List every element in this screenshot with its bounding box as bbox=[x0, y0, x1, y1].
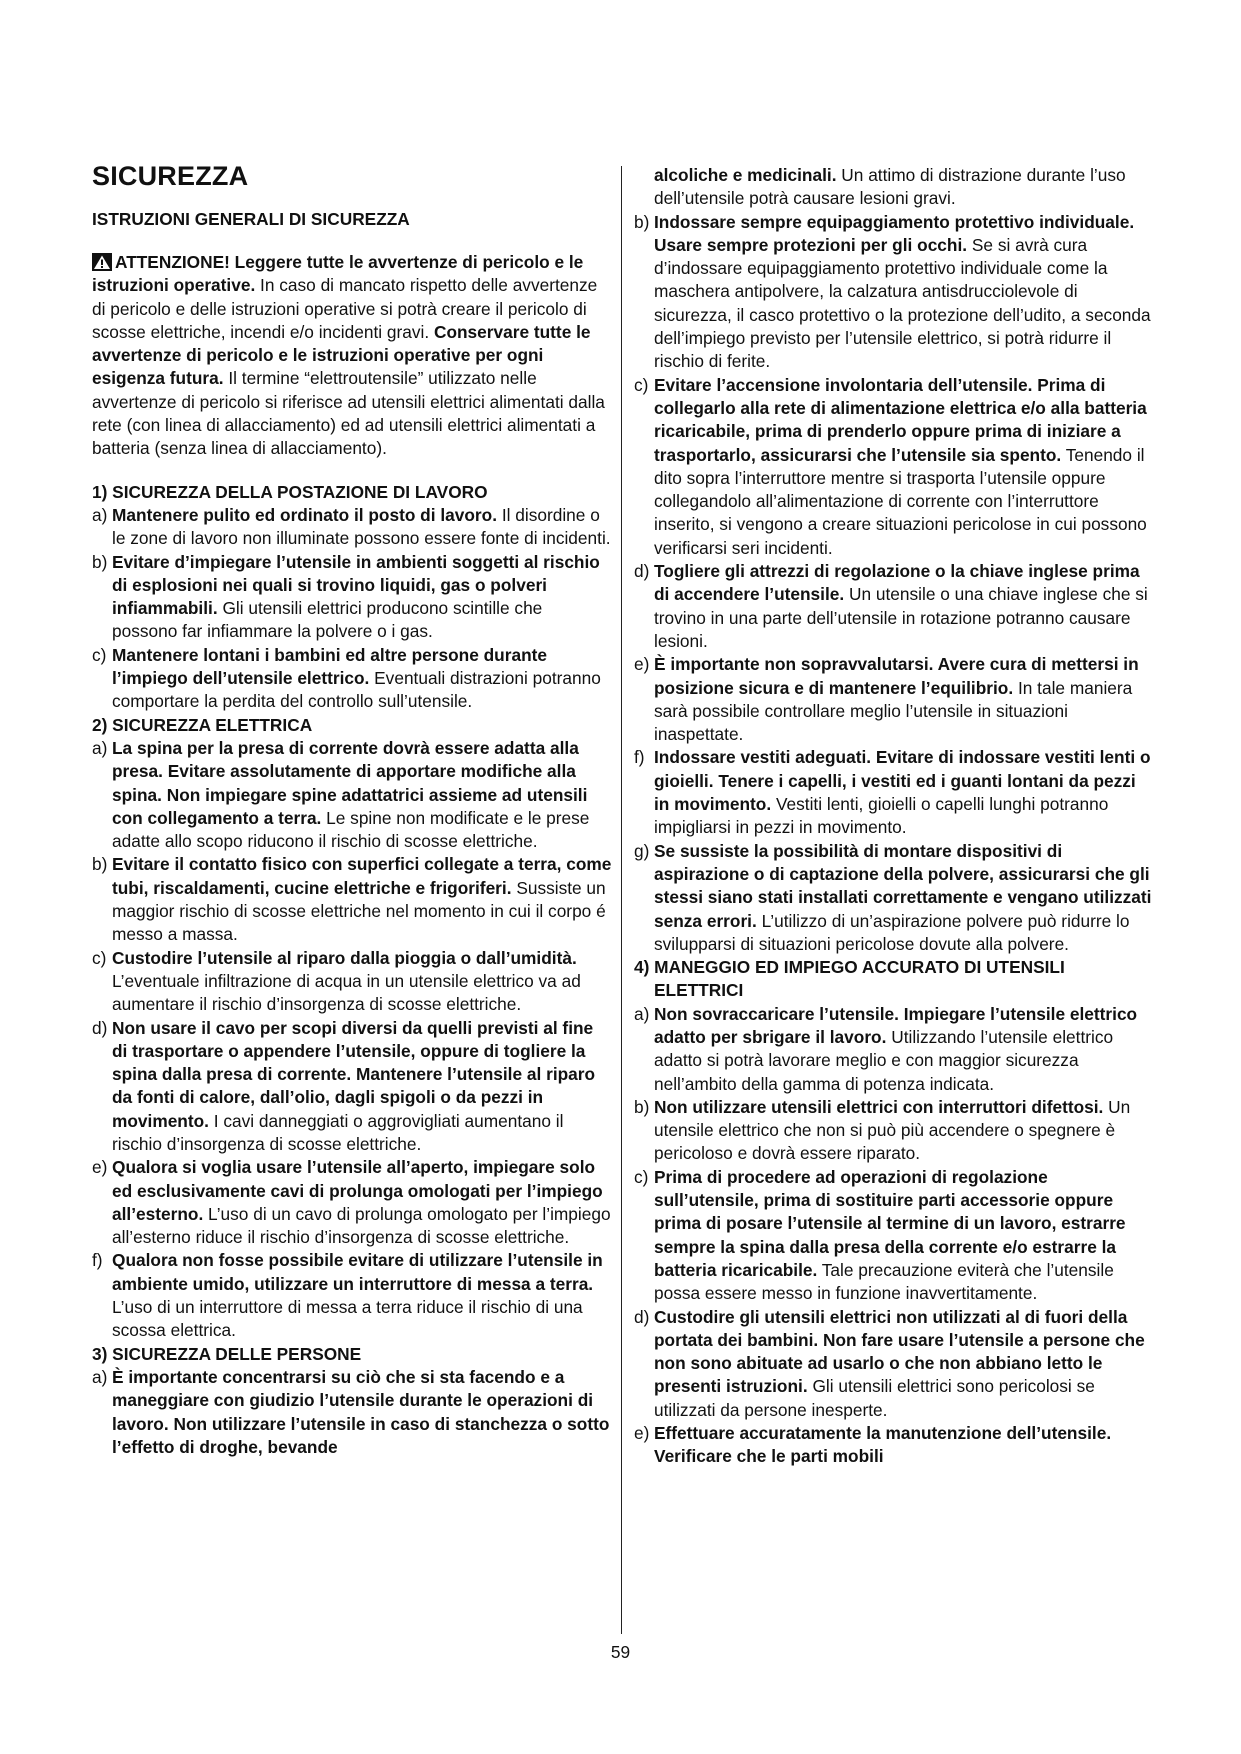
warning-triangle-icon bbox=[92, 253, 112, 271]
item-marker: a) bbox=[92, 504, 108, 525]
item-bold: Mantenere pulito ed ordinato il posto di lavoro. bbox=[112, 504, 498, 525]
item-marker: d) bbox=[92, 1017, 108, 1038]
item-marker: c) bbox=[92, 947, 107, 968]
item-marker: a) bbox=[92, 1366, 108, 1387]
right-column bbox=[634, 164, 1154, 1469]
list-item bbox=[92, 1249, 612, 1342]
item-bold: Non sovraccaricare l’utensile. Impiegare l’utensile elettrico adatto per sbrigare il lavoro. bbox=[654, 1003, 1138, 1047]
item-bold: Custodire gli utensili elettrici non utilizzati al di fuori della portata dei bambini. Non fare usare l’utensile a persone che non sono abituate ad usarlo o che non abbiano letto le presenti istruzioni. bbox=[654, 1306, 1145, 1397]
list-item bbox=[634, 1422, 1154, 1469]
item-bold: La spina per la presa di corrente dovrà essere adatta alla presa. Evitare assolutamente di apportare modifiche alla spina. Non impiegare spine adattatrici assieme ad utensili con collegamento a terra. bbox=[112, 737, 588, 828]
item-marker: b) bbox=[92, 854, 108, 875]
list-item bbox=[634, 1166, 1154, 1306]
item-bold: Evitare il contatto fisico con superfici collegate a terra, come tubi, riscaldamenti, cucine elettriche e frigoriferi. bbox=[112, 854, 612, 898]
item-bold: Non utilizzare utensili elettrici con interruttori difettosi. bbox=[654, 1096, 1104, 1117]
item-marker: b) bbox=[634, 211, 650, 232]
item-marker: d) bbox=[634, 561, 650, 582]
column-divider bbox=[621, 166, 622, 1634]
list-item bbox=[92, 853, 612, 946]
item-marker: f) bbox=[634, 747, 645, 768]
list-item bbox=[92, 551, 612, 644]
item-bold: Togliere gli attrezzi di regolazione o la chiave inglese prima di accendere l’utensile. bbox=[654, 561, 1140, 605]
item-marker: b) bbox=[634, 1096, 650, 1117]
list-item bbox=[92, 1017, 612, 1157]
item-text: L’eventuale infiltrazione di acqua in un utensile elettrico va ad aumentare il rischio d’insorgenza di scosse elettriche. bbox=[112, 970, 581, 1015]
subsection-heading-1: 1) SICUREZZA DELLA POSTAZIONE DI LAVORO bbox=[92, 481, 488, 502]
item-marker: b) bbox=[92, 551, 108, 572]
subsection-heading-text: 4) MANEGGIO ED IMPIEGO ACCURATO DI UTENSILI ELETTRICI bbox=[634, 957, 1065, 1001]
list-item bbox=[92, 1156, 612, 1249]
item-bold: Indossare sempre equipaggiamento protettivo individuale. Usare sempre protezioni per gli occhi. bbox=[654, 211, 1135, 255]
item-text: Un utensile o una chiave inglese che si trovino in una parte dell’utensile in rotazione potranno causare lesioni. bbox=[654, 584, 1148, 651]
item-bold: È importante non sopravvalutarsi. Avere cura di mettersi in posizione sicura e di mantenere l’equilibrio. bbox=[654, 654, 1139, 698]
item-marker: e) bbox=[92, 1157, 108, 1178]
item-marker: g) bbox=[634, 840, 650, 861]
page-title: SICUREZZA bbox=[92, 161, 249, 191]
item-text: L’uso di un cavo di prolunga omologato per l’impiego all’esterno riduce il rischio d’insorgenza di scosse elettriche. bbox=[112, 1203, 611, 1248]
list-item bbox=[634, 1096, 1154, 1166]
item-text: Un utensile elettrico che non si può più accendere o spegnere è pericoloso e dovrà essere riparato. bbox=[654, 1096, 1131, 1164]
left-column bbox=[92, 160, 612, 1459]
list-item bbox=[634, 560, 1154, 653]
item-marker: e) bbox=[634, 1423, 650, 1444]
item-text: Eventuali distrazioni potranno comportare la perdita del controllo sull’utensile. bbox=[112, 668, 601, 712]
item-bold: È importante concentrarsi su ciò che si sta facendo e a maneggiare con giudizio l’utensile durante le operazioni di lavoro. Non utilizzare l’utensile in caso di stanchezza o sotto l’effetto di droghe, bevande bbox=[112, 1366, 610, 1457]
item-bold: Custodire l’utensile al riparo dalla pioggia o dall’umidità. bbox=[112, 947, 577, 968]
item-text: Un attimo di distrazione durante l’uso dell’utensile potrà causare lesioni gravi. bbox=[654, 165, 1126, 209]
list-item bbox=[634, 746, 1154, 839]
item-bold: Qualora non fosse possibile evitare di utilizzare l’utensile in ambiente umido, utilizzare un interruttore di messa a terra. bbox=[112, 1250, 603, 1294]
item-text: Sussiste un maggior rischio di scosse elettriche nel momento in cui il corpo é messo a massa. bbox=[112, 877, 606, 945]
item-marker: a) bbox=[92, 737, 108, 758]
item-text: Tale precauzione eviterà che l’utensile possa essere messo in funzione inavvertitamente. bbox=[654, 1259, 1114, 1304]
item-text: Le spine non modificate e le prese adatte allo scopo riducono il rischio di scosse elettriche. bbox=[112, 807, 590, 852]
item-bold: alcoliche e medicinali. bbox=[654, 165, 837, 185]
item-bold: Se sussiste la possibilità di montare dispositivi di aspirazione o di captazione della polvere, assicurarsi che gli stessi siano stati installati correttamente e vengano utilizzati senza errori. bbox=[654, 840, 1152, 931]
item-marker: c) bbox=[92, 644, 107, 665]
item-text: Utilizzando l’utensile elettrico adatto si potrà lavorare meglio e con maggior sicurezza nell’ambito della gamma di potenza indicata. bbox=[654, 1026, 1114, 1094]
warning-bold-2: Conservare tutte le avvertenze di pericolo e le istruzioni operative per ogni esigenza futura. bbox=[92, 321, 591, 389]
list-item bbox=[92, 737, 612, 853]
item-text: Vestiti lenti, gioielli o capelli lunghi potranno impigliarsi in pezzi in movimento. bbox=[654, 794, 1109, 838]
continued-item bbox=[654, 164, 1154, 211]
item-marker: e) bbox=[634, 654, 650, 675]
item-marker: c) bbox=[634, 374, 649, 395]
warning-text-1: In caso di mancato rispetto delle avvertenze di pericolo e delle istruzioni operative si potrà creare il pericolo di scosse elettriche, incendi e/o incidenti gravi. bbox=[92, 275, 598, 342]
list-item bbox=[634, 653, 1154, 746]
item-bold: Evitare d’impiegare l’utensile in ambienti soggetti al rischio di esplosioni nei quali si trovino liquidi, gas o polveri infiammabili. bbox=[112, 551, 600, 619]
list-item bbox=[92, 1366, 612, 1459]
list-item bbox=[92, 947, 612, 1017]
list-item bbox=[634, 1306, 1154, 1422]
item-text: L’utilizzo di un’aspirazione polvere può ridurre lo svilupparsi di situazioni pericolose dovute alla polvere. bbox=[654, 910, 1130, 954]
item-text: Gli utensili elettrici sono pericolosi se utilizzati da persone inesperte. bbox=[654, 1376, 1095, 1420]
general-warning bbox=[92, 251, 612, 461]
list-item bbox=[634, 211, 1154, 374]
item-bold: Mantenere lontani i bambini ed altre persone durante l’impiego dell’utensile elettrico. bbox=[112, 644, 547, 689]
item-marker: c) bbox=[634, 1166, 649, 1187]
item-text: I cavi danneggiati o aggrovigliati aumentano il rischio d’insorgenza di scosse elettriche. bbox=[112, 1110, 564, 1154]
item-bold: Qualora si voglia usare l’utensile all’aperto, impiegare solo ed esclusivamente cavi di prolunga omologati per l’impiego all’esterno. bbox=[112, 1157, 603, 1224]
item-text: Tenendo il dito sopra l’interruttore mentre si trasporta l’utensile oppure collegandolo all’alimentazione di corrente con l’interruttore inserito, si vengono a creare situazioni pericolose in cui possono verificarsi seri incidenti. bbox=[654, 444, 1147, 558]
item-bold: Effettuare accuratamente la manutenzione dell’utensile. Verificare che le parti mobili bbox=[654, 1423, 1112, 1467]
page-number: 59 bbox=[610, 1642, 631, 1662]
list-item bbox=[92, 504, 612, 551]
item-text: Il disordine o le zone di lavoro non illuminate possono essere fonte di incidenti. bbox=[112, 504, 611, 549]
item-bold: Evitare l’accensione involontaria dell’utensile. Prima di collegarlo alla rete di alimentazione elettrica e/o alla batteria ricaricabile, prima di prenderlo oppure prima di iniziare a trasportarlo, assicurarsi che l’utensile sia spento. bbox=[654, 374, 1147, 465]
subsection-heading-2: 2) SICUREZZA ELETTRICA bbox=[92, 714, 313, 735]
list-item bbox=[634, 1003, 1154, 1096]
list-item bbox=[92, 644, 612, 714]
item-marker: f) bbox=[92, 1250, 103, 1271]
section-title: ISTRUZIONI GENERALI DI SICUREZZA bbox=[92, 209, 410, 229]
list-item bbox=[634, 374, 1154, 560]
item-marker: a) bbox=[634, 1003, 650, 1024]
item-text: L’uso di un interruttore di messa a terra riduce il rischio di una scossa elettrica. bbox=[112, 1297, 583, 1341]
warning-text-2: Il termine “elettroutensile” utilizzato nelle avvertenze di pericolo si riferisce ad utensili elettrici alimentati dalla rete (con linea di allacciamento) ed ad utensili elettrici alimentati a batteria (senza linea di allacciamento). bbox=[92, 368, 605, 459]
item-bold: Indossare vestiti adeguati. Evitare di indossare vestiti lenti o gioielli. Tenere i capelli, i vestiti ed i guanti lontani da pezzi in movimento. bbox=[654, 747, 1151, 815]
item-text: Se si avrà cura d’indossare equipaggiamento protettivo individuale come la maschera antipolvere, la calzatura antisdrucciolevole di sicurezza, il casco protettivo o la protezione dell’udito, a seconda dell’impiego previsto per l’utensile elettrico, si potrà ridurre il rischio di ferite. bbox=[654, 234, 1151, 372]
item-text: Gli utensili elettrici producono scintille che possono far infiammare la polvere o i gas. bbox=[112, 598, 543, 642]
item-bold: Non usare il cavo per scopi diversi da quelli previsti al fine di trasportare o appendere l’utensile, oppure di togliere la spina dalla presa di corrente. Mantenere l’utensile al riparo da fonti di calore, dall’olio, dagli spigoli o da pezzi in movimento. bbox=[112, 1017, 596, 1131]
item-bold: Prima di procedere ad operazioni di regolazione sull’utensile, prima di sostituire parti accessorie oppure prima di posare l’utensile al termine di un lavoro, estrarre sempre la spina dalla presa della corrente e/o estrarre la batteria ricaricabile. bbox=[654, 1166, 1126, 1280]
subsection-heading-4 bbox=[634, 956, 1154, 1003]
warning-bold-1: ATTENZIONE! Leggere tutte le avvertenze di pericolo e le istruzioni operative. bbox=[92, 252, 584, 296]
item-marker: d) bbox=[634, 1306, 650, 1327]
list-item bbox=[634, 840, 1154, 956]
subsection-heading-3: 3) SICUREZZA DELLE PERSONE bbox=[92, 1343, 362, 1364]
item-text: In tale maniera sarà possibile controllare meglio l’utensile in situazioni inaspettate. bbox=[654, 677, 1133, 745]
